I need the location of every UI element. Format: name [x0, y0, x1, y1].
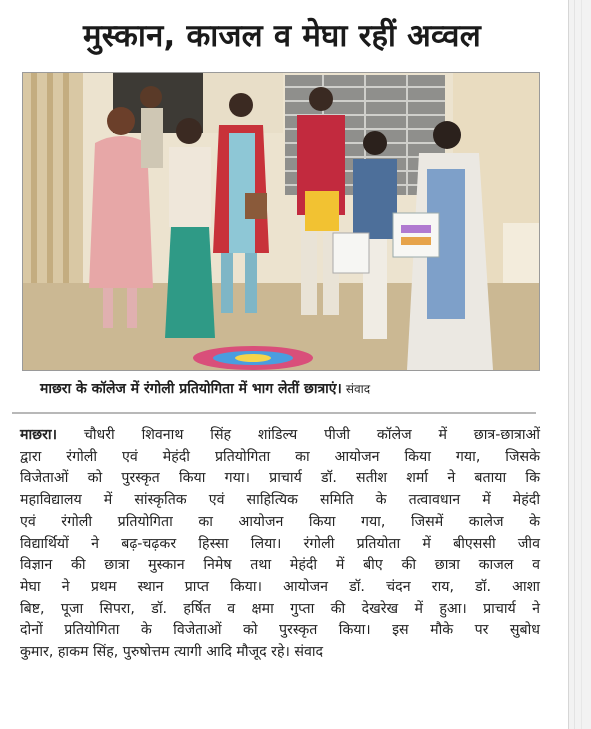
story-line: दोनों प्रतियोगिता के विजेताओं को पुरस्कृत किया। इस मौके पर सुबोध [20, 622, 540, 639]
photo-caption [40, 378, 530, 400]
caption-text: माछरा के कॉलेज में रंगोली प्रतियोगिता में भाग लेतीं छात्राएं। [40, 381, 342, 397]
story-line: विज्ञान की छात्रा मुस्कान निमेष तथा मेहंदी में बीए की छात्रा काजल व [20, 557, 540, 574]
story-line: कुमार, हाकम सिंह, पुरुषोत्तम त्यागी आदि मौजूद रहे। संवाद [20, 644, 324, 661]
story-line: विजेताओं को पुरस्कृत किया गया। प्राचार्य डॉ. सतीश शर्मा ने बताया कि [20, 470, 540, 487]
story-line: मेघा ने प्रथम स्थान प्राप्त किया। आयोजन डॉ. चंदन राय, डॉ. आशा [20, 578, 540, 595]
caption-divider [12, 412, 536, 414]
story-line-text: चौधरी शिवनाथ सिंह शांडिल्य पीजी कॉलेज में छात्र-छात्राओं [83, 427, 541, 443]
story-line: विद्यार्थियों ने बढ़-चढ़कर हिस्सा लिया। रंगोली प्रतियोता में बीएससी जीव [20, 535, 540, 552]
story-line: एवं रंगोली प्रतियोगिता का आयोजन किया गया, जिसमें कालेज के [20, 513, 540, 530]
caption-credit: संवाद [345, 382, 371, 396]
page-edge [568, 0, 591, 729]
headline: मुस्कान, काजल व मेघा रहीं अव्वल [83, 18, 481, 54]
news-photo [22, 72, 540, 371]
dateline: माछरा। [20, 427, 57, 443]
group-photo-illustration [23, 73, 539, 370]
story-body [20, 425, 540, 664]
story-line: महाविद्यालय में सांस्कृतिक एवं साहित्यिक समिति के तत्वावधान में मेहंदी [20, 492, 540, 509]
story-line: द्वारा रंगोली एवं मेहंदी प्रतियोगिता का आयोजन किया गया, जिसके [20, 448, 540, 465]
story-line: बिष्ट, पूजा सिपरा, डॉ. हर्षित व क्षमा गुप्ता की देखरेख में हुआ। प्राचार्य ने [20, 600, 540, 617]
story-line [20, 425, 540, 447]
